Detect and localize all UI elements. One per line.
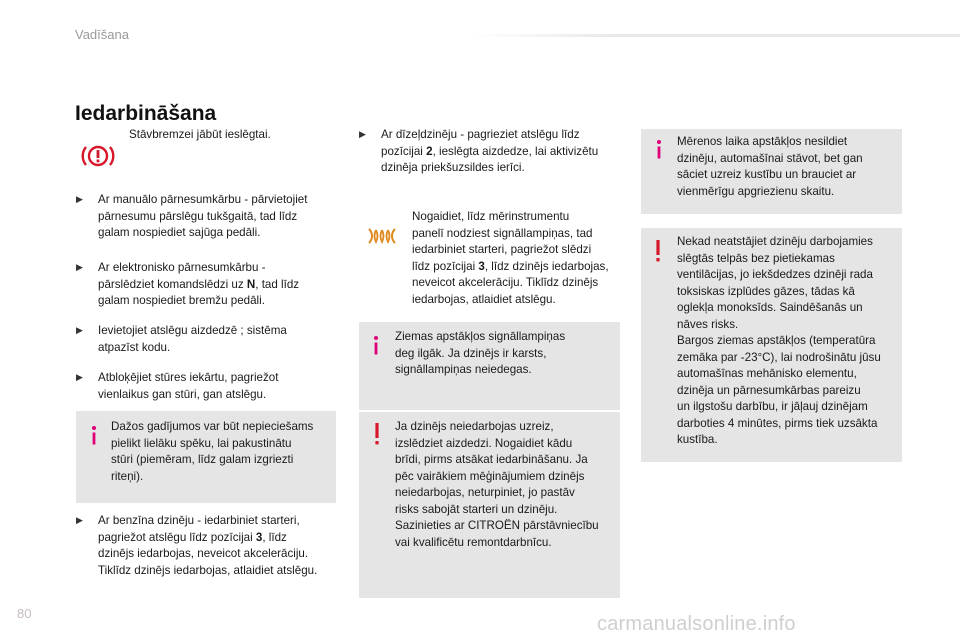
glow-plug-note: Nogaidiet, līdz mērinstrumentu panelī nodziest signāllampiņas, tad iedarbiniet starteri, pagriežot slēdzi līdz pozīcijai 3, līdz dzinējs iedarbojas, neveicot akcelerāciju. Tiklīdz dzinējs iedarbojas, atlaidiet atslēgu. <box>412 210 609 306</box>
info-box-winter: Ziemas apstākļos signāllampiņas deg ilgāk. Ja dzinējs ir karsts, signāllampiņas neiedegas. <box>359 322 620 410</box>
warning-box-engine-start: Ja dzinējs neiedarbojas uzreiz, izslēdziet aizdedzi. Nogaidiet kādu brīdi, pirms atsākat iedarbināšanu. Ja pēc vairākiem mēģinājumiem dzinējs neiedarbojas, neturpiniet, jo pastāv risks sabojāt starteri un dzinēju. Sazinieties ar CITROËN pārstāvniecību vai kvalificētu remontdarbnīcu. <box>359 412 620 598</box>
warning-box-ventilation: Nekad neatstājiet dzinēju darbojamies slēgtās telpās bez pietiekamas ventilācijas, jo iekšdedzes dzinēji rada toksiskas izplūdes gāzes, tādas kā oglekļa monoksīds. Saindēšanās un nāves risks. Bargos ziemas apstākļos (temperatūra zemāka par -23°C), lai nodrošinātu jūsu automašīnas mehānisko elementu, dzinēja un pārnesumkārbas pareizu un ilgstošu darbību, ir jāļauj dzinējam darboties 4 minūtes, pirms tiek uzsākta kustība. <box>641 228 902 462</box>
info-icon <box>654 139 664 159</box>
info-icon <box>89 425 99 445</box>
info-icon <box>371 335 381 355</box>
warning-icon <box>373 423 381 445</box>
page-number: 80 <box>17 606 32 621</box>
bullet-arrow-icon: ▶ <box>76 194 83 204</box>
header-title: Vadīšana <box>75 27 129 42</box>
bullet-arrow-icon: ▶ <box>76 372 83 382</box>
brake-note: Stāvbremzei jābūt ieslēgtai. <box>129 128 271 141</box>
header-rule <box>470 34 960 37</box>
parking-brake-warning-icon <box>80 143 116 169</box>
info-box-steering: Dažos gadījumos var būt nepieciešams pielikt lielāku spēku, lai pakustinātu stūri (piemēram, līdz galam izgriezti riteņi). <box>76 411 336 503</box>
section-title: Iedarbināšana <box>75 102 217 125</box>
warning-icon <box>654 240 662 262</box>
bullet-arrow-icon: ▶ <box>359 129 366 139</box>
bullet-arrow-icon: ▶ <box>76 325 83 335</box>
bullet-arrow-icon: ▶ <box>76 262 83 272</box>
bullet-arrow-icon: ▶ <box>76 515 83 525</box>
watermark: carmanualsonline.info <box>597 613 796 635</box>
info-box-mild-weather: Mērenos laika apstākļos nesildiet dzinēju, automašīnai stāvot, bet gan sāciet uzreiz kustību un brauciet ar vienmērīgu apgriezienu skaitu. <box>641 129 902 214</box>
glow-plug-icon <box>366 226 398 246</box>
